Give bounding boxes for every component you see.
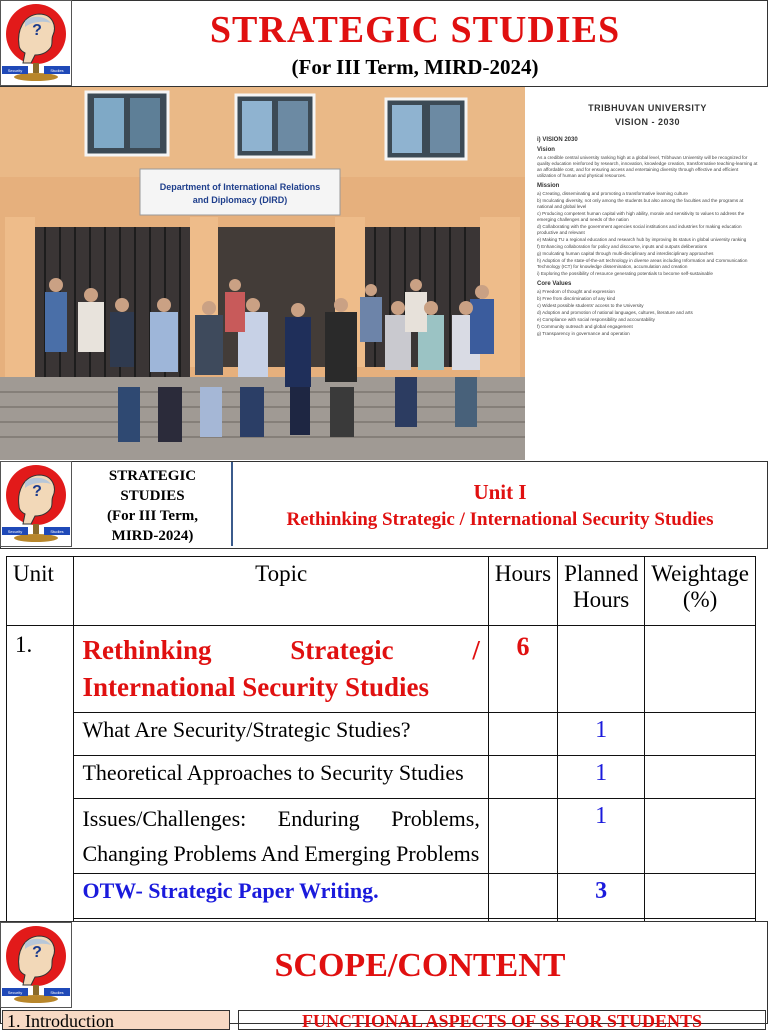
vision-text: As a credible central university ranking high at a global level, Tribhuvan University will be recognized for quality education reinforced by research, innovation, knowledge creation, transformative teaching-learning at an affordable cost, and for ensuring access and entertaining diversity through effective and efficient utilization of human and physical resources. <box>537 155 758 178</box>
logo-studies-label: Studies <box>50 990 64 995</box>
slide2-divider <box>231 462 233 546</box>
sign-line1: Department of International Relations <box>159 182 321 192</box>
hours-cell <box>488 713 557 756</box>
logo-security-label: Security <box>7 990 23 995</box>
unit-title: Rethinking Strategic / International Security Studies <box>286 509 714 530</box>
core-value-item: d) Adoption and promotion of national languages, cultures, literature and arts <box>537 310 693 315</box>
core-value-item: g) Transparency in governance and operation <box>537 331 630 336</box>
hours-cell <box>488 799 557 874</box>
table-row <box>7 799 756 874</box>
page-title: STRATEGIC STUDIES <box>209 9 621 51</box>
main-hours: 6 <box>488 626 557 713</box>
course-line: STRATEGIC <box>108 468 197 484</box>
mission-item: b) Inculcating diversity, not only among the students but also among the faculties and the programs at national and global level <box>537 198 744 209</box>
course-line: (For III Term, <box>107 508 198 524</box>
weightage-cell <box>645 713 756 756</box>
vision-label: Vision <box>537 147 555 153</box>
hours-cell <box>488 874 557 919</box>
svg-text:?: ? <box>32 483 42 500</box>
logo-security-label: Security <box>7 529 23 534</box>
group-photo <box>0 87 525 460</box>
table-row <box>7 756 756 799</box>
weightage-cell <box>645 756 756 799</box>
core-values-label: Core Values <box>537 281 572 287</box>
page-subtitle: (For III Term, MIRD-2024) <box>291 55 539 79</box>
col-header-planned: Planned Hours <box>558 557 645 626</box>
mission-item: g) Inculcating human capital through multi-disciplinary and interdisciplinary approaches <box>537 251 714 256</box>
intro-box <box>2 1010 230 1030</box>
security-studies-logo <box>0 0 72 86</box>
functional-aspects-box <box>238 1010 766 1030</box>
planned-cell: 1 <box>558 713 645 756</box>
table-row <box>7 626 756 713</box>
vision-document <box>527 87 768 460</box>
core-value-item: f) Community outreach and global engagement <box>537 324 633 329</box>
col-header-weightage: Weightage (%) <box>645 557 756 626</box>
vision-heading-university: TRIBHUVAN UNIVERSITY <box>588 103 707 113</box>
weightage-cell <box>645 799 756 874</box>
course-line: MIRD-2024) <box>111 528 194 544</box>
topic-cell: OTW- Strategic Paper Writing. <box>74 874 488 919</box>
core-value-item: e) Compliance with social responsibility and accountability <box>537 317 655 322</box>
topic-cell: Issues/Challenges: Enduring Problems, Changing Problems And Emerging Problems <box>74 799 488 874</box>
logo-security-label: Security <box>7 68 23 73</box>
core-value-item: c) Widest possible students' access to the University <box>537 303 644 308</box>
mission-label: Mission <box>537 183 560 189</box>
table-header-row <box>7 557 756 626</box>
scope-title: SCOPE/CONTENT <box>274 947 566 984</box>
svg-text:?: ? <box>32 22 42 39</box>
weightage-cell <box>645 874 756 919</box>
planned-cell: 1 <box>558 756 645 799</box>
planned-cell <box>558 626 645 713</box>
main-topic: Rethinking Strategic / International Security Studies <box>74 626 488 713</box>
unit-number: 1. <box>7 626 74 942</box>
unit-label: Unit I <box>473 480 527 504</box>
slide2-course-label <box>75 466 230 546</box>
table-row <box>7 874 756 919</box>
mission-item: i) Exploring the possibility of resource generating potentials to become self-sustainable <box>537 271 713 276</box>
core-value-item: a) Freedom of thought and expression <box>537 289 615 294</box>
security-studies-logo <box>0 922 72 1008</box>
col-header-topic: Topic <box>74 557 488 626</box>
logo-studies-label: Studies <box>50 68 64 73</box>
sign-line2: and Diplomacy (DIRD) <box>192 195 288 205</box>
vision-heading-title: VISION - 2030 <box>614 117 681 127</box>
mission-item: c) Producing competent human capital with high ability, morale and sensitivity to values to address the emerging challenges and needs of the nation <box>537 211 745 222</box>
hours-cell <box>488 756 557 799</box>
mission-item: f) Enhancing collaboration for policy and discourse, inputs and outputs deliberations <box>537 244 708 249</box>
intro-label: 1. Introduction <box>7 1011 114 1030</box>
core-value-item: b) Free from discrimination of any kind <box>537 296 616 301</box>
weightage-cell <box>645 626 756 713</box>
functional-aspects-label: FUNCTIONAL ASPECTS OF SS FOR STUDENTS <box>302 1011 702 1030</box>
vision-section-label: i) VISION 2030 <box>537 137 578 143</box>
svg-text:?: ? <box>32 944 42 961</box>
mission-item: h) Adoption of the state-of-the-art technology in diverse areas including Information and Communication Technology (ICT) for knowledge dissemination, accumulation and creation <box>537 258 748 269</box>
planned-cell: 3 <box>558 874 645 919</box>
security-studies-logo <box>0 461 72 547</box>
planned-cell: 1 <box>558 799 645 874</box>
mission-item: d) Collaborating with the government agencies social institutions and industries for making education productive and relevant <box>537 224 742 235</box>
col-header-unit: Unit <box>7 557 74 626</box>
mission-item: a) Creating, disseminating and promoting a transformative learning culture <box>537 191 688 196</box>
col-header-hours: Hours <box>488 557 557 626</box>
mission-item: e) Making TU a regional education and research hub by improving its status in global university ranking <box>537 237 747 242</box>
table-row <box>7 713 756 756</box>
course-line: STUDIES <box>120 488 185 504</box>
logo-studies-label: Studies <box>50 529 64 534</box>
topic-cell: Theoretical Approaches to Security Studies <box>74 756 488 799</box>
syllabus-table <box>6 556 756 942</box>
topic-cell: What Are Security/Strategic Studies? <box>74 713 488 756</box>
